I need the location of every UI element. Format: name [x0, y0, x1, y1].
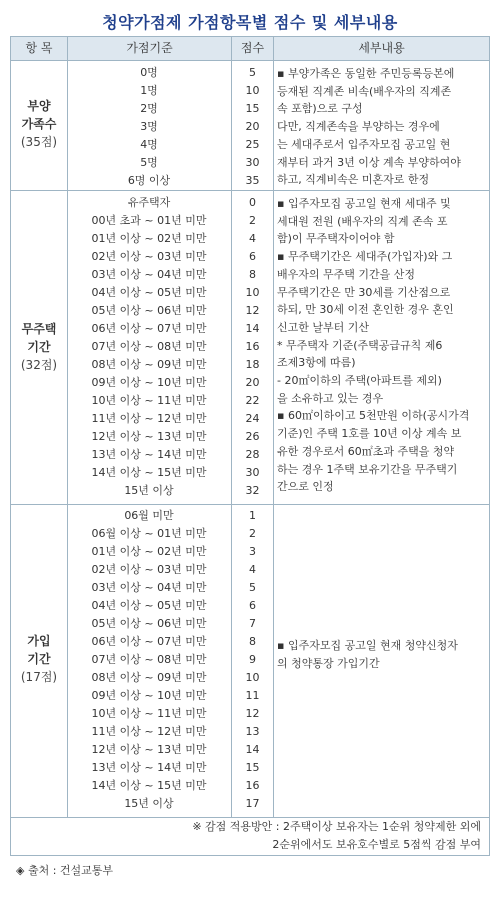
category-points: (35점) — [20, 135, 58, 149]
score-table — [10, 36, 490, 856]
criterion-cell: 09년 이상 ~ 10년 미만 — [91, 689, 207, 702]
criterion-cell: 03년 이상 ~ 04년 미만 — [91, 268, 207, 281]
criterion-cell: 07년 이상 ~ 08년 미만 — [91, 653, 207, 666]
criterion-cell: 03년 이상 ~ 04년 미만 — [91, 581, 207, 594]
section-divider — [11, 504, 489, 505]
section-divider — [11, 190, 489, 191]
score-cell: 9 — [249, 653, 256, 666]
criterion-cell: 07년 이상 ~ 08년 미만 — [91, 340, 207, 353]
score-cell: 17 — [245, 797, 260, 810]
score-cell: 5 — [249, 66, 256, 79]
detail-line: 속 포함)으로 구성 — [277, 102, 363, 116]
criterion-cell: 1명 — [140, 84, 158, 97]
score-cell: 25 — [245, 138, 260, 151]
category-points: (32점) — [20, 358, 58, 372]
score-cell: 16 — [245, 340, 260, 353]
criterion-cell: 02년 이상 ~ 03년 미만 — [91, 250, 207, 263]
detail-line: 의 청약통장 가입기간 — [277, 656, 380, 670]
score-cell: 24 — [245, 412, 260, 425]
score-cell: 8 — [249, 268, 256, 281]
score-cell: 22 — [245, 394, 260, 407]
note-line: 2순위에서도 보유호수별로 5점씩 감점 부여 — [272, 838, 481, 851]
criterion-cell: 06월 미만 — [124, 509, 174, 522]
detail-line: 신고한 날부터 기산 — [277, 320, 370, 334]
criterion-cell: 02년 이상 ~ 03년 미만 — [91, 563, 207, 576]
detail-line: 하고, 직계비속은 미혼자로 한정 — [277, 173, 430, 187]
score-cell: 10 — [245, 671, 260, 684]
criterion-cell: 08년 이상 ~ 09년 미만 — [91, 358, 207, 371]
detail-line: 배우자의 무주택 기간을 산정 — [277, 267, 416, 281]
note-line: ※ 감점 적용방안 : 2주택이상 보유자는 1순위 청약제한 외에 — [192, 820, 481, 833]
criterion-cell: 10년 이상 ~ 11년 미만 — [91, 394, 207, 407]
detail-line: * 무주택자 기준(주택공급규칙 제6 — [277, 338, 443, 352]
score-cell: 6 — [249, 599, 256, 612]
criterion-cell: 04년 이상 ~ 05년 미만 — [91, 286, 207, 299]
score-cell: 30 — [245, 466, 260, 479]
criterion-cell: 01년 이상 ~ 02년 미만 — [91, 232, 207, 245]
criterion-cell: 09년 이상 ~ 10년 미만 — [91, 376, 207, 389]
criterion-cell: 04년 이상 ~ 05년 미만 — [91, 599, 207, 612]
criterion-cell: 05년 이상 ~ 06년 미만 — [91, 304, 207, 317]
score-cell: 4 — [249, 232, 256, 245]
score-cell: 2 — [249, 214, 256, 227]
criterion-cell: 15년 이상 — [124, 484, 174, 497]
score-cell: 20 — [245, 376, 260, 389]
category-points: (17점) — [20, 670, 58, 684]
detail-line: ▪ 60㎡이하이고 5천만원 이하(공시가격 — [277, 409, 470, 423]
source-credit: ◈ 출처 : 건설교통부 — [16, 864, 114, 877]
detail-line: 세대원 전원 (배우자의 직계 존속 포 — [277, 214, 448, 228]
criterion-cell: 05년 이상 ~ 06년 미만 — [91, 617, 207, 630]
score-cell: 26 — [245, 430, 260, 443]
score-cell: 4 — [249, 563, 256, 576]
detail-line: 재부터 과거 3년 이상 계속 부양하여야 — [277, 155, 461, 169]
header-criterion: 가점기준 — [68, 37, 231, 61]
score-cell: 20 — [245, 120, 260, 133]
score-cell: 11 — [245, 689, 260, 702]
criterion-cell: 14년 이상 ~ 15년 미만 — [91, 466, 207, 479]
category-name: 부양 — [27, 99, 51, 113]
detail-line: 기준)인 주택 1호를 10년 이상 계속 보 — [277, 427, 462, 441]
detail-homeless — [277, 195, 487, 496]
category-name: 기간 — [27, 340, 51, 354]
detail-line: 간으로 인정 — [277, 480, 334, 494]
score-cell: 30 — [245, 156, 260, 169]
score-cell: 10 — [245, 84, 260, 97]
category-name: 기간 — [27, 652, 51, 666]
score-cell: 15 — [245, 102, 260, 115]
detail-line: 유한 경우로서 60㎡초과 주택을 청약 — [277, 444, 455, 458]
detail-line: 는 세대주로서 입주자모집 공고일 현 — [277, 137, 451, 151]
score-cell: 5 — [249, 581, 256, 594]
detail-line: 하되, 만 30세 이전 혼인한 경우 혼인 — [277, 303, 454, 317]
detail-line: ▪ 입주자모집 공고일 현재 세대주 및 — [277, 197, 451, 210]
criterion-cell: 13년 이상 ~ 14년 미만 — [91, 761, 207, 774]
category-homeless — [11, 320, 67, 374]
criterion-cell: 06년 이상 ~ 07년 미만 — [91, 322, 207, 335]
criterion-cell: 12년 이상 ~ 13년 미만 — [91, 743, 207, 756]
category-subscription — [11, 632, 67, 686]
criterion-cell: 13년 이상 ~ 14년 미만 — [91, 448, 207, 461]
score-cell: 16 — [245, 779, 260, 792]
detail-line: 하는 경우 1주택 보유기간을 무주택기 — [277, 462, 458, 476]
criterion-cell: 5명 — [140, 156, 158, 169]
grid-line — [273, 37, 274, 817]
criterion-cell: 06년 이상 ~ 07년 미만 — [91, 635, 207, 648]
header-score: 점수 — [232, 37, 273, 61]
detail-line: 조제3항에 따름) — [277, 356, 356, 370]
score-cell: 15 — [245, 761, 260, 774]
detail-subscription — [277, 637, 487, 672]
detail-line: ▪ 입주자모집 공고일 현재 청약신청자 — [277, 639, 458, 652]
criterion-cell: 01년 이상 ~ 02년 미만 — [91, 545, 207, 558]
category-name: 가입 — [27, 634, 51, 648]
detail-line: ▪ 무주택기간은 세대주(가입자)와 그 — [277, 250, 453, 264]
detail-line: 무주택기간은 만 30세를 기산점으로 — [277, 285, 451, 299]
category-dependents — [11, 97, 67, 151]
detail-line: ▪ 부양가족은 동일한 주민등록등본에 — [277, 67, 455, 80]
score-cell: 10 — [245, 286, 260, 299]
detail-line: 을 소유하고 있는 경우 — [277, 391, 384, 405]
score-cell: 12 — [245, 707, 260, 720]
score-cell: 6 — [249, 250, 256, 263]
criterion-cell: 6명 이상 — [127, 174, 171, 187]
score-cell: 14 — [245, 322, 260, 335]
criterion-cell: 00년 초과 ~ 01년 미만 — [91, 214, 207, 227]
criterion-cell: 12년 이상 ~ 13년 미만 — [91, 430, 207, 443]
score-cell: 32 — [245, 484, 260, 497]
score-cell: 14 — [245, 743, 260, 756]
criterion-cell: 08년 이상 ~ 09년 미만 — [91, 671, 207, 684]
criterion-cell: 11년 이상 ~ 12년 미만 — [91, 725, 207, 738]
criterion-cell: 10년 이상 ~ 11년 미만 — [91, 707, 207, 720]
score-cell: 8 — [249, 635, 256, 648]
score-cell: 12 — [245, 304, 260, 317]
category-name: 가족수 — [21, 117, 57, 131]
detail-dependents — [277, 65, 487, 189]
score-cell: 2 — [249, 527, 256, 540]
score-cell: 3 — [249, 545, 256, 558]
detail-line: 다만, 직계존속을 부양하는 경우에 — [277, 120, 440, 134]
deduction-note — [11, 818, 481, 854]
score-cell: 28 — [245, 448, 260, 461]
score-cell: 13 — [245, 725, 260, 738]
page-title: 청약가점제 가점항목별 점수 및 세부내용 — [102, 13, 398, 32]
criterion-cell: 3명 — [140, 120, 158, 133]
score-cell: 7 — [249, 617, 256, 630]
criterion-cell: 06월 이상 ~ 01년 미만 — [91, 527, 207, 540]
score-cell: 1 — [249, 509, 256, 522]
criterion-cell: 11년 이상 ~ 12년 미만 — [91, 412, 207, 425]
score-cell: 18 — [245, 358, 260, 371]
score-cell: 35 — [245, 174, 260, 187]
score-cell: 0 — [249, 196, 256, 209]
detail-line: 등재된 직계존 비속(배우자의 직계존 — [277, 84, 452, 98]
criterion-cell: 4명 — [140, 138, 158, 151]
detail-line: - 20㎡이하의 주택(아파트를 제외) — [277, 374, 442, 388]
criterion-cell: 15년 이상 — [124, 797, 174, 810]
header-detail: 세부내용 — [274, 37, 489, 61]
header-item: 항 목 — [11, 37, 67, 61]
detail-line: 함)이 무주택자이어야 함 — [277, 232, 395, 246]
category-name: 무주택 — [21, 322, 57, 336]
criterion-cell: 유주택자 — [127, 196, 171, 209]
criterion-cell: 14년 이상 ~ 15년 미만 — [91, 779, 207, 792]
criterion-cell: 0명 — [140, 66, 158, 79]
criterion-cell: 2명 — [140, 102, 158, 115]
